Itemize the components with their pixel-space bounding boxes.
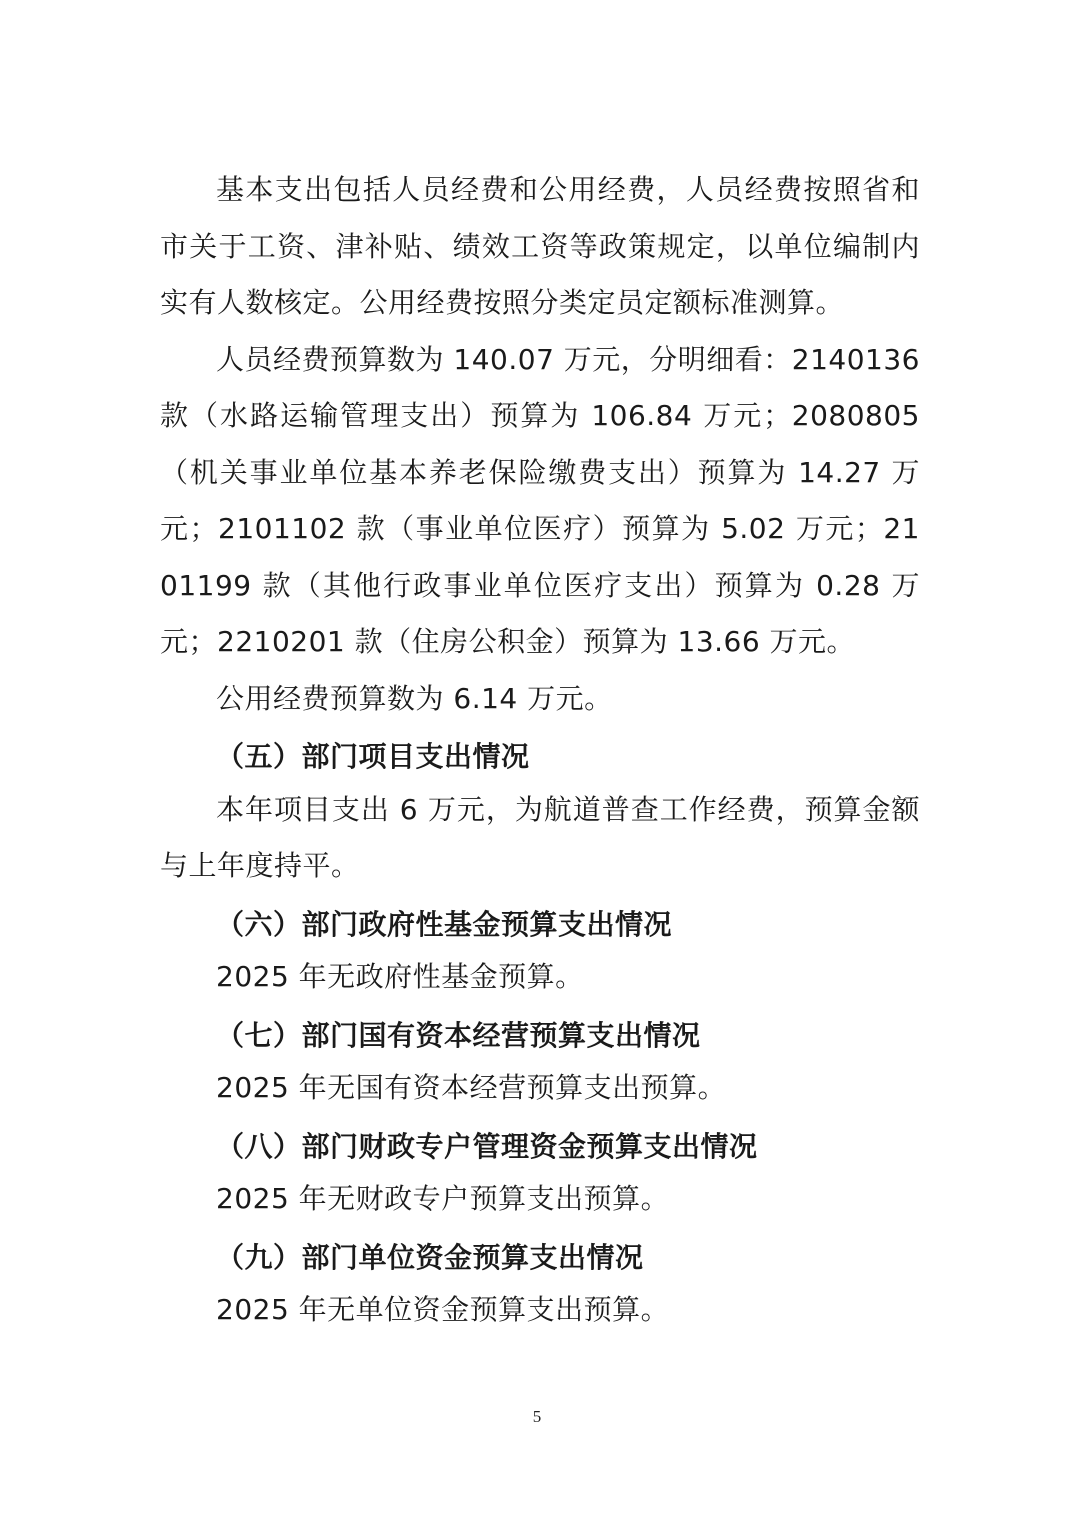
section-heading: （七）部门国有资本经营预算支出情况 bbox=[216, 1018, 701, 1052]
section-body: 2025 年无政府性基金预算。 bbox=[216, 960, 584, 993]
personnel-budget-paragraph: 人员经费预算数为 140.07 万元，分明细看：2140136 款（水路运输管理支出）预算为 106.84 万元；2080805（机关事业单位基本养老保险缴费支出）预算为 14.27 万元；2101102 款（事业单位医疗）预算为 5.02 万元；2101199 款（其他行政事业单位医疗支出）预算为 0.28 万元；2210201 款（住房公积金）预算为 13.66 万元。 bbox=[160, 342, 920, 658]
section-state-capital bbox=[160, 1008, 920, 1117]
section-project-expense bbox=[160, 729, 920, 895]
section-heading: （八）部门财政专户管理资金预算支出情况 bbox=[216, 1129, 758, 1163]
section-heading: （九）部门单位资金预算支出情况 bbox=[216, 1240, 644, 1274]
page-body bbox=[160, 162, 920, 1339]
page-number: 5 bbox=[532, 1407, 542, 1426]
section-body: 2025 年无国有资本经营预算支出预算。 bbox=[216, 1071, 727, 1104]
public-budget-paragraph: 公用经费预算数为 6.14 万元。 bbox=[216, 681, 613, 715]
section-government-fund bbox=[160, 897, 920, 1006]
section-unit-funds bbox=[160, 1230, 920, 1339]
section-heading: （六）部门政府性基金预算支出情况 bbox=[216, 907, 673, 941]
section-special-account bbox=[160, 1119, 920, 1228]
basic-expense-paragraph: 基本支出包括人员经费和公用经费，人员经费按照省和市关于工资、津补贴、绩效工资等政策规定，以单位编制内实有人数核定。公用经费按照分类定员定额标准测算。 bbox=[160, 173, 920, 319]
section-body: 2025 年无单位资金预算支出预算。 bbox=[216, 1293, 670, 1326]
section-heading: （五）部门项目支出情况 bbox=[216, 740, 530, 773]
section-body: 本年项目支出 6 万元，为航道普查工作经费，预算金额与上年度持平。 bbox=[160, 792, 920, 882]
section-body: 2025 年无财政专户预算支出预算。 bbox=[216, 1182, 670, 1215]
